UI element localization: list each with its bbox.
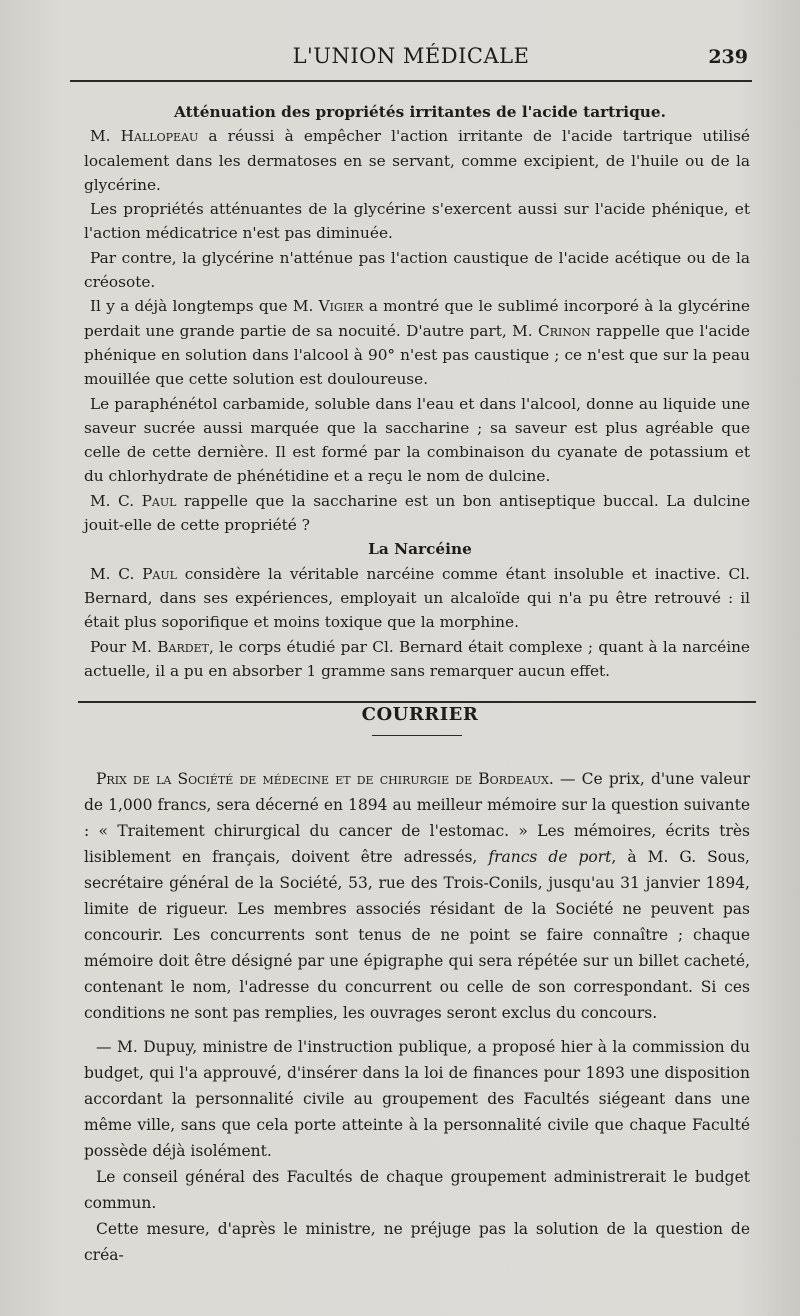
paragraph-text: , à M. G. Sous, secrétaire général de la Société, 53, rue des Trois-Conils, jusqu'au 31 janvier 1894, limite de rigueur. Les membres associés résidant de la Société ne peuvent pas concourir. Les concurrents sont tenus de ne point se faire connaître ; chaque mémoire doit être désigné par une épigraphe qui sera répétée sur un billet cacheté, contenant le nom, l'adresse du concurrent ou celle de son correspondant. Si ces conditions ne sont pas remplies, les ouvrages seront exclus du concours. <box>84 848 750 1023</box>
article-body <box>84 100 750 1268</box>
paragraph-hallopeau <box>84 124 750 197</box>
speaker-prefix: M. C. <box>90 564 135 583</box>
paragraph-text: Il y a déjà longtemps que M. <box>90 297 314 316</box>
page-header <box>70 40 752 82</box>
speaker-prefix: Pour M. <box>90 637 152 656</box>
paragraph-paul-saccharine <box>84 489 750 538</box>
running-title: L'UNION MÉDICALE <box>292 44 530 68</box>
paragraph-dulcine: Le paraphénétol carbamide, soluble dans l'eau et dans l'alcool, donne au liquide une saveur sucrée aussi marquée que la saccharine ; sa saveur est plus agréable que celle de cette dernière. Il est formé par la combinaison du cyanate de potassium et du chlorhydrate de phénétidine et a reçu le nom de dulcine. <box>84 394 750 486</box>
speaker-prefix: M. <box>90 127 111 146</box>
paragraph-text: considère la véritable narcéine comme étant insoluble et inactive. Cl. Bernard, dans ses expériences, employait un alcaloïde qui n'a pu être retrouvé : il était plus soporifique et moins toxique que la morphine. <box>84 564 750 632</box>
paragraph-conseil-general: Le conseil général des Facultés de chaque groupement administrerait le budget commun. <box>84 1168 750 1213</box>
paragraph-text: , le corps étudié par Cl. Bernard était complexe ; quant à la narcéine actuelle, il a pu en absorber 1 gramme sans remarquer aucun effet. <box>84 637 750 680</box>
paragraph-text: rappelle que la saccharine est un bon antiseptique buccal. La dulcine jouit-elle de cette propriété ? <box>84 491 750 535</box>
speaker-name: Paul <box>142 564 177 583</box>
courrier-title: COURRIER <box>361 704 479 726</box>
paragraph-mesure: Cette mesure, d'après le ministre, ne préjuge pas la solution de la question de créa- <box>84 1220 750 1265</box>
paragraph-dupuy: — M. Dupuy, ministre de l'instruction publique, a proposé hier à la commission du budget, qui l'a approuvé, d'insérer dans la loi de finances pour 1893 une disposition accordant la personnalité civile au groupement des Facultés siégeant dans une même ville, sans que cela porte atteinte à la personnalité civile que chaque Faculté possède déjà isolément. <box>84 1038 750 1161</box>
speaker-name: Crinon <box>538 321 591 340</box>
paragraph-bardet <box>84 635 750 684</box>
paragraph-glycerine-phenique: Les propriétés atténuantes de la glycérine s'exercent aussi sur l'acide phénique, et l'action médicatrice n'est pas diminuée. <box>84 200 750 243</box>
prize-title: Prix de la Société de médecine et de chirurgie de Bordeaux. <box>96 770 554 789</box>
speaker-name: Hallopeau <box>120 127 199 146</box>
speaker-name: Bardet <box>157 637 209 656</box>
paragraph-paul-narceine <box>84 562 750 635</box>
courrier-body <box>84 766 750 1268</box>
paragraph-creosote: Par contre, la glycérine n'atténue pas l'action caustique de l'acide acétique ou de la créosote. <box>84 248 750 292</box>
paragraph-text: rappelle que l'acide phénique en solution dans l'alcool à 90° n'est pas caustique ; ce n'est que sur la peau mouillée que cette solution est douloureuse. <box>84 321 750 389</box>
italic-phrase: francs de port <box>488 848 612 867</box>
paragraph-text: a montré que le sublimé incorporé à la glycérine perdait une grande partie de sa nocuité. D'autre part, M. <box>84 297 750 340</box>
paragraph-prix-bordeaux <box>84 766 750 1026</box>
page-number: 239 <box>708 46 748 68</box>
paragraph-text: a réussi à empêcher l'action irritante de l'acide tartrique utilisé localement dans les dermatoses en se servant, comme excipient, de l'huile ou de la glycérine. <box>84 127 750 194</box>
section-title-tartaric-acid: Atténuation des propriétés irritantes de l'acide tartrique. <box>174 103 666 121</box>
paragraph-text: — Ce prix, d'une valeur de 1,000 francs, sera décerné en 1894 au meilleur mémoire sur la question suivante : « Traitement chirurgical du cancer de l'estomac. » Les mémoires, écrits très lisiblement en français, doivent être adressés, <box>84 770 750 867</box>
speaker-name: Vigier <box>318 297 364 316</box>
courrier-rule <box>372 735 462 736</box>
speaker-name: Paul <box>141 491 177 510</box>
section-title-narceine: La Narcéine <box>368 540 472 559</box>
paragraph-vigier-crinon <box>84 294 750 391</box>
speaker-prefix: M. C. <box>90 491 135 510</box>
